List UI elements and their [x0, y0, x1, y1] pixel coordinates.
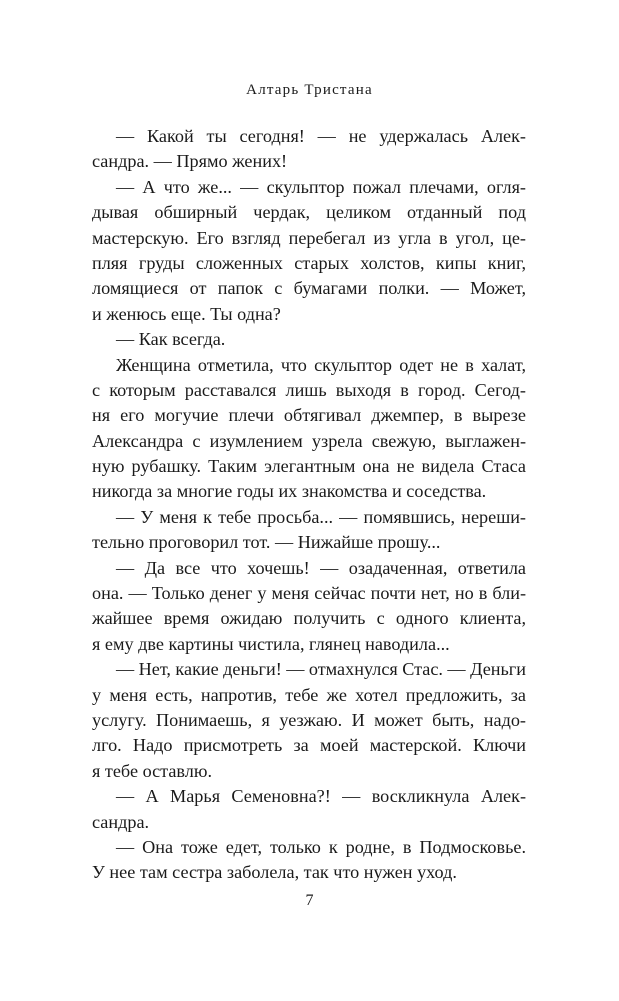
running-head: Алтарь Тристана [246, 82, 373, 98]
text-line: пляя груды сложенных старых холстов, кипы книг, [92, 252, 526, 273]
text-line: у меня есть, напротив, тебе же хотел предложить, за [92, 684, 526, 705]
text-line: и женюсь еще. Ты одна? [92, 303, 281, 324]
text-line: — У меня к тебе просьба... — помявшись, нереши- [116, 506, 526, 527]
text-line: ную рубашку. Таким элегантным она не видела Стаса [92, 456, 526, 477]
text-line: мастерскую. Его взгляд перебегал из угла в угол, це- [92, 227, 526, 248]
text-line: — Нет, какие деньги! — отмахнулся Стас. — Деньги [116, 659, 526, 680]
text-line: лго. Надо присмотреть за моей мастерской. Ключи [92, 735, 526, 756]
text-line: — Она тоже едет, только к родне, в Подмосковье. [116, 836, 526, 857]
text-line: — Да все что хочешь! — озадаченная, ответила [116, 557, 526, 578]
text-line: сандра. [92, 811, 150, 832]
text-line: — Какой ты сегодня! — не удержалась Алек- [116, 126, 526, 146]
text-line: Александра с изумлением узрела свежую, выглажен- [92, 430, 526, 451]
text-line: никогда за многие годы их знакомства и соседства. [92, 481, 487, 502]
text-line: У нее там сестра заболела, так что нужен уход. [92, 862, 457, 883]
text-line: услугу. Понимаешь, я уезжаю. И может быть, надо- [92, 709, 526, 730]
text-line: — А что же... — скульптор пожал плечами, огля- [116, 176, 526, 197]
text-line: — А Марья Семеновна?! — воскликнула Алек- [116, 786, 526, 807]
body-text [92, 124, 526, 886]
text-line: ломящиеся от папок с бумагами полки. — Может, [92, 278, 526, 299]
text-line: с которым расставался лишь выходя в город. Сегод- [92, 379, 526, 400]
text-line: я ему две картины чистила, глянец наводила... [92, 633, 450, 654]
text-line: дывая обширный чердак, целиком отданный под [92, 202, 526, 223]
page-number: 7 [305, 892, 314, 909]
text-line: тельно проговорил тот. — Нижайше прошу... [92, 532, 441, 553]
text-line: жайшее время ожидаю получить с одного клиента, [92, 608, 526, 629]
text-line: сандра. — Прямо жених! [92, 151, 288, 172]
text-line: она. — Только денег у меня сейчас почти нет, но в бли- [92, 583, 526, 604]
text-line: я тебе оставлю. [92, 760, 212, 781]
text-line: Женщина отметила, что скульптор одет не в халат, [116, 354, 526, 375]
text-line: — Как всегда. [116, 329, 226, 350]
text-line: ня его могучие плечи обтягивал джемпер, в вырезе [92, 405, 526, 426]
